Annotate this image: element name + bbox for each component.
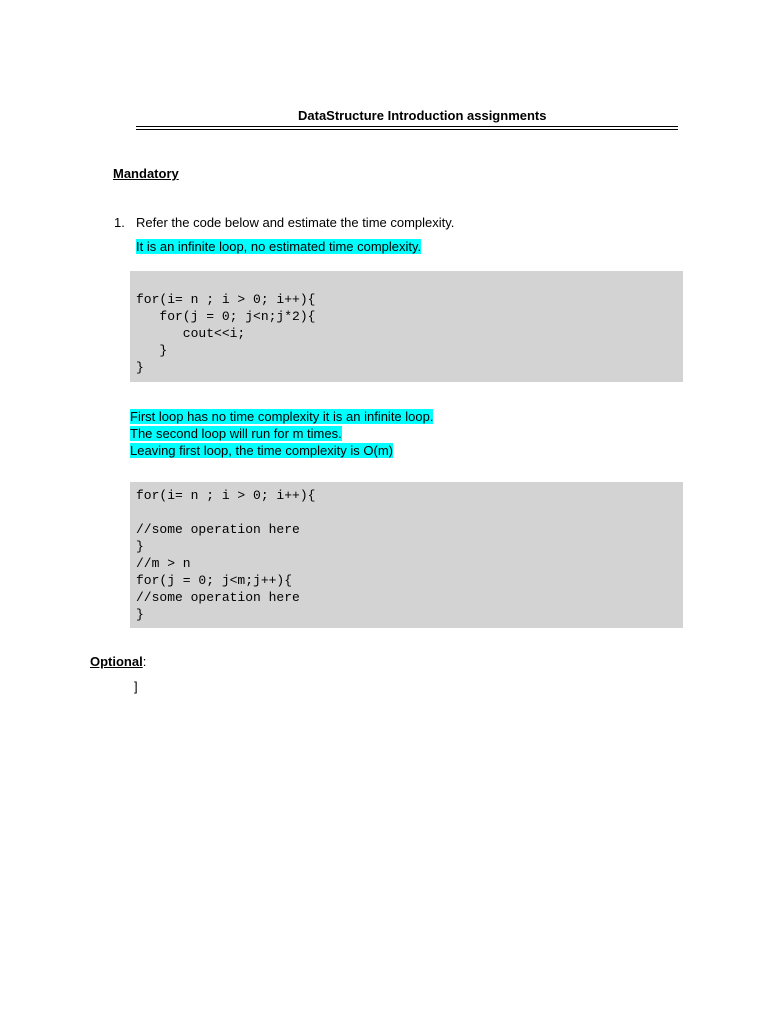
title-underline-bottom bbox=[136, 129, 678, 130]
code-block-1-text: for(i= n ; i > 0; i++){ for(j = 0; j<n;j*2){ cout<<i; } } bbox=[136, 292, 316, 375]
answer-2-line: First loop has no time complexity it is an infinite loop. bbox=[130, 409, 434, 424]
code-block-2-text: for(i= n ; i > 0; i++){ //some operation here } //m > n for(j = 0; j<m;j++){ //some operation here } bbox=[136, 488, 316, 622]
code-block-1 bbox=[130, 271, 683, 382]
answer-1 bbox=[136, 239, 421, 254]
title-underline-top bbox=[136, 126, 678, 127]
code-block-2 bbox=[130, 482, 683, 628]
optional-heading: Optional bbox=[90, 654, 143, 669]
question-text: Refer the code below and estimate the time complexity. bbox=[136, 215, 455, 230]
question-number: 1. bbox=[114, 215, 125, 230]
document-title: DataStructure Introduction assignments bbox=[298, 108, 547, 123]
answer-2-line: The second loop will run for m times. bbox=[130, 426, 342, 441]
mandatory-heading: Mandatory bbox=[113, 166, 179, 181]
optional-section bbox=[90, 654, 146, 669]
answer-1-text: It is an infinite loop, no estimated time complexity. bbox=[136, 239, 422, 254]
answer-2-line: Leaving first loop, the time complexity is O(m) bbox=[130, 443, 393, 458]
answer-2 bbox=[130, 408, 433, 459]
optional-content: ] bbox=[134, 679, 138, 694]
optional-colon: : bbox=[142, 654, 147, 669]
